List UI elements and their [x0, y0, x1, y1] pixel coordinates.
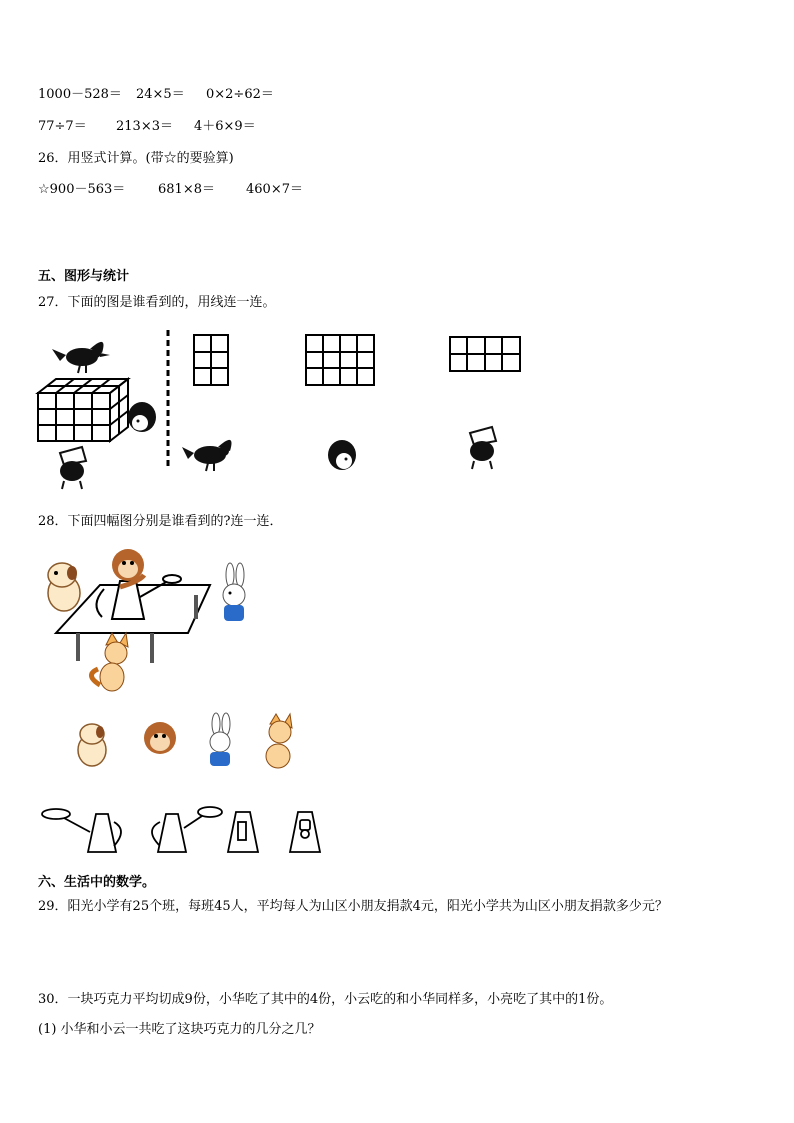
person-head-icon	[128, 402, 156, 432]
watering-can-view-1	[42, 809, 121, 852]
cat-icon	[91, 633, 128, 691]
view-grid-1	[194, 335, 228, 385]
exercise-2: 24×5＝	[136, 87, 185, 102]
cat-icon	[266, 714, 292, 768]
question-27-title: 27．下面的图是谁看到的，用线连一连。	[38, 295, 276, 310]
exercise-4: 77÷7＝	[38, 119, 87, 134]
question-26-item-3: 460×7＝	[246, 182, 303, 197]
section-6-title: 六、生活中的数学。	[38, 875, 156, 890]
exercise-1: 1000－528＝	[38, 87, 122, 102]
person-head-icon	[328, 440, 356, 470]
question-27-figure	[30, 325, 550, 490]
question-26-item-2: 681×8＝	[158, 182, 215, 197]
dog-icon	[78, 724, 106, 766]
question-26-title: 26．用竖式计算。(带☆的要验算)	[38, 151, 234, 166]
person-with-hat-icon	[470, 427, 496, 469]
question-26-item-1: ☆900－563＝	[38, 182, 126, 197]
question-28-characters	[70, 712, 310, 772]
cube-stack-icon	[38, 379, 128, 441]
question-28-scene	[40, 545, 260, 695]
question-29-title: 29．阳光小学有25个班，每班45人，平均每人为山区小朋友捐款4元，阳光小学共为山区小朋友捐款多少元？	[38, 899, 668, 914]
section-5-title: 五、图形与统计	[38, 269, 130, 284]
bird-icon	[182, 440, 232, 471]
question-28-title: 28．下面四幅图分别是谁看到的?连一连．	[38, 514, 283, 529]
exercise-3: 0×2÷62＝	[206, 87, 274, 102]
rabbit-icon	[210, 713, 230, 766]
exercise-6: 4＋6×9＝	[194, 119, 256, 134]
view-grid-2	[306, 335, 374, 385]
dog-icon	[48, 563, 80, 611]
exercise-5: 213×3＝	[116, 119, 173, 134]
question-30-sub-1: (1) 小华和小云一共吃了这块巧克力的几分之几？	[38, 1022, 321, 1037]
bird-icon	[52, 342, 110, 373]
watering-can-view-3	[228, 812, 258, 852]
question-28-views	[40, 800, 330, 860]
watering-can-view-2	[152, 807, 222, 852]
person-with-hat-icon	[60, 447, 86, 489]
watering-can-view-4	[290, 812, 320, 852]
question-30-title: 30．一块巧克力平均切成9份，小华吃了其中的4份，小云吃的和小华同样多，小亮吃了其中的1份。	[38, 992, 613, 1007]
rabbit-icon	[223, 563, 245, 621]
monkey-icon	[144, 722, 176, 754]
view-grid-3	[450, 337, 520, 371]
